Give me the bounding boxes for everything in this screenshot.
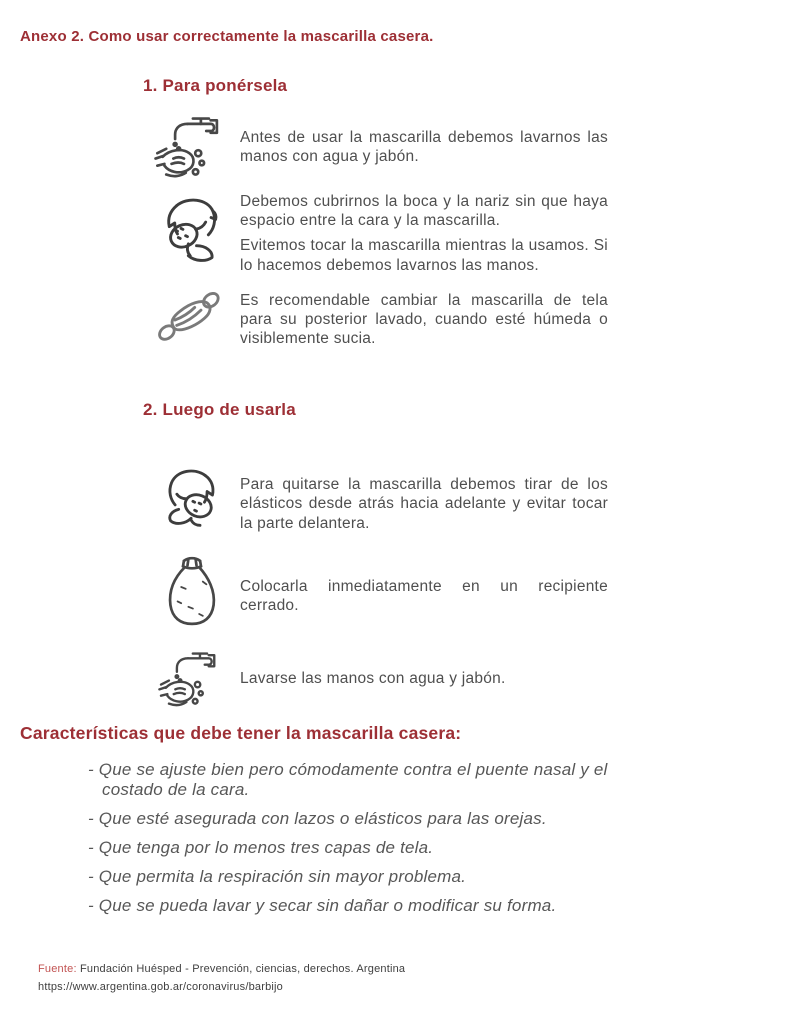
step-text: Debemos cubrirnos la boca y la nariz sin que haya espacio entre la cara y la mascarilla.: [240, 193, 608, 230]
source-url-link[interactable]: https://www.argentina.gob.ar/coronavirus/barbijo: [38, 980, 284, 993]
source-text: Fundación Huésped - Prevención, ciencias, derechos. Argentina: [76, 963, 406, 975]
remove-mask-icon: [143, 464, 240, 544]
characteristics-heading: Características que debe tener la mascarilla casera:: [20, 723, 462, 743]
source-footer: [38, 961, 405, 996]
characteristic-item: - Que tenga por lo menos tres capas de tela.: [88, 838, 434, 858]
characteristic-item: - Que se ajuste bien pero cómodamente contra el puente nasal y el costado de la cara.: [88, 760, 608, 800]
section-2-heading: 2. Luego de usarla: [143, 400, 296, 419]
mask-icon: [143, 285, 240, 355]
step-text: Lavarse las manos con agua y jabón.: [240, 670, 506, 688]
step-change-mask: [143, 285, 623, 355]
source-label: Fuente:: [38, 963, 77, 975]
section-para-ponersela: [143, 76, 623, 365]
handwash-icon: [143, 112, 240, 182]
step-cover-mouth-nose: [143, 192, 623, 275]
closed-bag-icon: [143, 554, 240, 638]
characteristic-item: - Que se pueda lavar y secar sin dañar o modificar su forma.: [88, 896, 557, 916]
step-text: Antes de usar la mascarilla debemos lavarnos las manos con agua y jabón.: [240, 128, 608, 165]
step-remove-mask: [143, 464, 623, 544]
characteristics-list: [88, 760, 666, 925]
step-text: Para quitarse la mascarilla debemos tirar de los elásticos desde atrás hacia adelante y evitar tocar la parte delantera.: [240, 476, 608, 532]
section-1-heading: 1. Para ponérsela: [143, 76, 288, 95]
characteristic-item: - Que esté asegurada con lazos o elásticos para las orejas.: [88, 809, 547, 829]
section-luego-de-usarla: [143, 400, 623, 720]
step-wash-before: [143, 112, 623, 182]
step-text-2: Evitemos tocar la mascarilla mientras la usamos. Si lo hacemos debemos lavarnos las manos.: [240, 237, 608, 274]
masked-face-icon: [143, 193, 240, 273]
step-text: Es recomendable cambiar la mascarilla de tela para su posterior lavado, cuando esté húmeda o visiblemente sucia.: [240, 292, 608, 348]
step-wash-after: [143, 648, 623, 710]
step-closed-container: [143, 554, 623, 638]
step-text: Colocarla inmediatamente en un recipiente cerrado.: [240, 577, 608, 614]
document-title: Anexo 2. Como usar correctamente la mascarilla casera.: [20, 28, 434, 45]
handwash-icon: [143, 648, 240, 710]
characteristic-item: - Que permita la respiración sin mayor problema.: [88, 867, 467, 887]
